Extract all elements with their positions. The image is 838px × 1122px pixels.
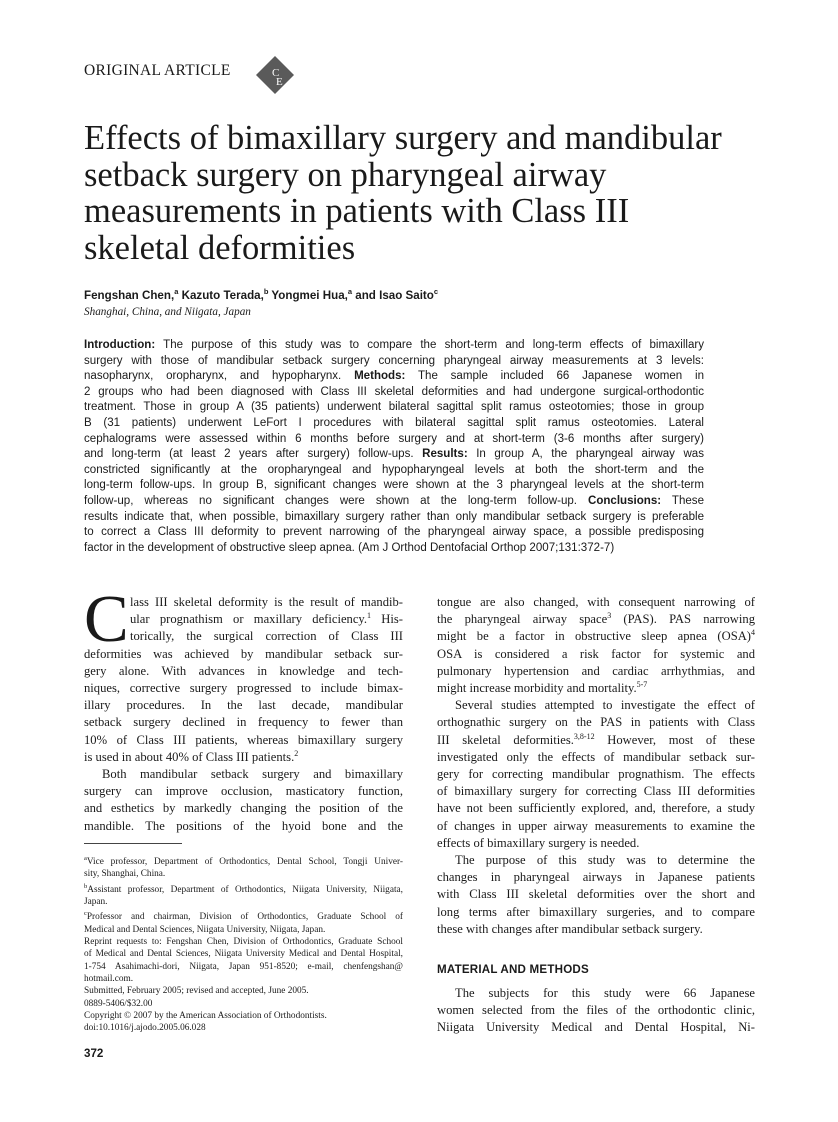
abstract-line: [84, 400, 704, 416]
body-text-line: [437, 714, 755, 731]
text-run: women selected from the files of the orthodontic clinic,: [437, 1003, 755, 1018]
title-line: setback surgery on pharyngeal airway: [84, 155, 607, 194]
text-run: of bimaxillary surgery for correcting Class III deformities: [437, 784, 755, 799]
text-run: treatment. Those in group A (35 patients) underwent bilateral sagittal split ramus osteotomies; those in group: [84, 401, 704, 414]
text-run: orthognathic surgery on the PAS in patients with Class: [437, 715, 755, 730]
text-run: B (31 patients) underwent LeFort I procedures with bilateral sagittal split ramus osteotomies. Lateral: [84, 416, 704, 429]
text-run: Assistant professor, Department of Orthodontics, Niigata University, Niigata,: [87, 884, 403, 895]
body-text-line: [84, 680, 403, 697]
text-run: have not been sufficiently explored, and, therefore, a study: [437, 801, 755, 816]
abstract-subheading: Introduction:: [84, 339, 156, 351]
text-run: sity, Shanghai, China.: [84, 869, 166, 880]
abstract-line: [84, 385, 704, 401]
citation-superscript: b: [84, 882, 88, 890]
text-run: constricted significantly at the oropharyngeal and hypopharyngeal levels at both the short-term and the: [84, 463, 704, 476]
text-run: Niigata University Medical and Dental Hospital, Ni-: [437, 1020, 755, 1035]
body-text-line: [84, 646, 403, 663]
abstract-subheading: Conclusions:: [587, 494, 662, 507]
text-run: gery for correcting mandibular prognathism. The effects: [437, 767, 755, 782]
text-run: effects of bimaxillary surgery is needed.: [437, 835, 640, 850]
footnote-line: [84, 853, 403, 868]
citation-superscript: 3: [607, 611, 612, 621]
abstract-subheading: Methods:: [354, 370, 406, 383]
text-run: torically, the surgical correction of Class III: [130, 629, 403, 644]
text-run: Submitted, February 2005; revised and accepted, June 2005.: [84, 986, 309, 997]
body-text-line: [84, 594, 403, 611]
text-run: These: [661, 494, 704, 507]
author-name: Yongmei Hua,: [268, 288, 348, 302]
body-text-line: [84, 697, 403, 714]
footnote-line: [84, 985, 403, 997]
abstract-line: [84, 369, 704, 385]
page-number: 372: [84, 1047, 104, 1060]
text-run: However, most of these: [594, 732, 755, 747]
footnote-line: [84, 1010, 403, 1022]
text-run: 1-754 Asahimachi-dori, Niigata, Japan 951-8520; e-mail, chenfengshan@: [84, 961, 403, 972]
text-run: Japan.: [84, 897, 108, 908]
text-run: Reprint requests to: Fengshan Chen, Division of Orthodontics, Graduate School: [84, 937, 403, 948]
text-run: In group A, the pharyngeal airway was: [467, 448, 705, 461]
text-run: deformities was achieved by mandibular setback sur-: [84, 646, 403, 661]
text-run: results indicate that, when possible, bimaxillary surgery rather than only mandibular setback surgery is preferable: [84, 510, 704, 523]
body-text-line: [84, 766, 403, 783]
body-text-line: [437, 835, 755, 852]
citation-superscript: a: [84, 855, 87, 862]
citation-superscript: 2: [294, 748, 299, 758]
text-run: pulmonary hypertension and cardiac arrhythmias, and: [437, 663, 755, 678]
body-text-line: [437, 766, 755, 783]
body-text-line: [437, 1002, 755, 1019]
body-text-line: [437, 611, 755, 628]
title-line: measurements in patients with Class III: [84, 192, 630, 230]
citation-superscript: 3,8-12: [573, 731, 595, 741]
abstract-line: [84, 416, 704, 432]
body-text-line: [437, 852, 755, 869]
text-run: Vice professor, Department of Orthodontics, Dental School, Tongji Univer-: [86, 857, 403, 868]
text-run: Copyright © 2007 by the American Association of Orthodontists.: [84, 1010, 327, 1021]
abstract-line: [84, 478, 704, 494]
abstract-line: [84, 338, 704, 354]
text-run: changes in pharyngeal airways in Japanese patients: [437, 870, 755, 885]
abstract-line: [84, 432, 704, 448]
body-text-line: [437, 680, 755, 697]
text-run: surgery can improve occlusion, masticatory function,: [84, 784, 403, 799]
text-run: OSA is considered a risk factor for systemic and: [437, 646, 755, 661]
text-run: The purpose of this study was to determine the: [455, 853, 755, 868]
abstract: [84, 338, 704, 556]
footnote-line: [84, 868, 403, 880]
text-run: Several studies attempted to investigate the effect of: [455, 698, 755, 713]
body-text-line: [437, 904, 755, 921]
text-run: Medical and Dental Sciences, Niigata University, Niigata, Japan.: [84, 924, 326, 935]
drop-cap: C: [84, 582, 129, 656]
author-affiliation-mark: a: [174, 287, 179, 296]
badge-letter-c: C: [272, 67, 280, 79]
methods-paragraph: [437, 985, 755, 1037]
footnote-line: [84, 1022, 403, 1034]
section-heading-methods: MATERIAL AND METHODS: [437, 963, 589, 976]
text-run: to correct a Class III deformity to prevent narrowing of the pharyngeal airway space, a possible predisposing: [84, 526, 704, 539]
body-text-line: [84, 611, 403, 628]
footnote-line: [84, 998, 403, 1010]
text-run: The purpose of this study was to compare the short-term and long-term effects of bimaxillary: [155, 339, 704, 351]
abstract-line: [84, 510, 704, 526]
body-text-line: [84, 628, 403, 645]
author-name: Fengshan Chen,: [84, 288, 175, 302]
text-run: III skeletal deformities.: [437, 732, 574, 747]
footnote-line: [84, 924, 403, 936]
text-run: His-: [371, 612, 403, 627]
abstract-line: [84, 354, 704, 370]
body-text-line: [437, 697, 755, 714]
text-run: gery alone. With advances in knowledge and tech-: [84, 663, 403, 678]
body-text-line: [437, 921, 755, 938]
text-run: and long-term (at least 2 years after surgery) follow-ups.: [84, 448, 423, 461]
abstract-line: [84, 463, 704, 479]
footnote-line: [84, 973, 403, 985]
citation-superscript: 5-7: [636, 679, 648, 689]
body-text-line: [84, 714, 403, 731]
text-run: mandible. The positions of the hyoid bone and the: [84, 818, 403, 833]
body-text-line: [437, 818, 755, 835]
footnote-line: [84, 961, 403, 973]
abstract-line: [84, 447, 704, 463]
author-affiliation-mark: a: [347, 287, 353, 296]
text-run: factor in the development of obstructive sleep apnea. (Am J Orthod Dentofacial Orthop 2007;131:372-7): [84, 541, 615, 554]
text-run: cephalograms were assessed within 6 months before surgery and at short-term (3-6 months after surgery): [84, 432, 704, 445]
text-run: ular prognathism or maxillary deficiency.: [130, 612, 368, 627]
text-run: niques, corrective surgery progressed to include bimax-: [84, 681, 403, 696]
footnote-line: [84, 936, 403, 948]
abstract-line: [84, 494, 704, 510]
badge-letter-e: E: [276, 76, 283, 88]
text-run: (PAS). PAS narrowing: [611, 612, 755, 627]
text-run: 10% of Class III patients, whereas bimaxillary surgery: [84, 732, 403, 747]
body-text-line: [437, 869, 755, 886]
text-run: illary procedures. In the last decade, mandibular: [84, 698, 403, 713]
text-run: of changes in upper airway measurements to examine the: [437, 818, 755, 833]
body-text-line: [437, 646, 755, 663]
title-line: Effects of bimaxillary surgery and mandibular: [84, 119, 722, 157]
text-run: The subjects for this study were 66 Japanese: [455, 986, 755, 1000]
ce-badge-icon: [255, 55, 295, 95]
abstract-subheading: Results:: [422, 448, 468, 461]
author-affiliation-mark: b: [263, 287, 269, 296]
body-text-line: [437, 985, 755, 1002]
author-affiliation-mark: c: [433, 287, 439, 296]
body-text-line: [84, 749, 403, 766]
body-text-line: [437, 800, 755, 817]
footnote-line: [84, 881, 403, 896]
text-run: Professor and chairman, Division of Orthodontics, Graduate School of: [86, 912, 403, 923]
footnote-line: [84, 948, 403, 960]
text-run: surgery with those of mandibular setback surgery concerning pharyngeal airway measurements at 3 levels:: [84, 354, 704, 367]
text-run: long terms after bimaxillary surgeries, and to compare: [437, 904, 755, 919]
footnote-divider: [84, 843, 182, 844]
text-run: tongue are also changed, with consequent narrowing of: [437, 595, 755, 609]
body-text-line: [437, 594, 755, 611]
text-run: is used in about 40% of Class III patients.: [84, 749, 295, 764]
text-run: investigated only the effects of mandibular setback sur-: [437, 749, 755, 764]
footnote-line: [84, 896, 403, 908]
body-text-line: [84, 732, 403, 749]
text-run: lass III skeletal deformity is the result of mandib-: [130, 595, 403, 609]
text-run: the pharyngeal airway space: [437, 612, 608, 627]
text-run: setback surgery declined in frequency to fewer than: [84, 715, 403, 730]
body-text-line: [84, 663, 403, 680]
body-text-line: [437, 732, 755, 749]
text-run: The sample included 66 Japanese women in: [405, 370, 704, 383]
body-column-left: [84, 594, 403, 835]
text-run: 0889-5406/$32.00: [84, 998, 153, 1009]
footnote-line: [84, 908, 403, 923]
citation-superscript: c: [84, 910, 87, 918]
body-text-line: [437, 628, 755, 645]
abstract-line: [84, 541, 704, 557]
text-run: long-term follow-ups. In group B, significant changes were shown at the 3 pharyngeal levels at the short-term: [84, 479, 704, 492]
text-run: might increase morbidity and mortality.: [437, 681, 637, 696]
author-locations: Shanghai, China, and Niigata, Japan: [84, 306, 251, 318]
citation-superscript: 1: [367, 611, 372, 621]
text-run: and esthetics by markedly changing the position of the: [84, 801, 403, 816]
text-run: doi:10.1016/j.ajodo.2005.06.028: [84, 1023, 206, 1034]
body-text-line: [437, 886, 755, 903]
abstract-line: [84, 525, 704, 541]
body-text-line: [84, 783, 403, 800]
section-label: ORIGINAL ARTICLE: [84, 62, 231, 79]
text-run: 2 groups who had been diagnosed with Class III skeletal deformities and had undergone surgical-orthodontic: [84, 385, 704, 398]
body-text-line: [437, 663, 755, 680]
text-run: hotmail.com.: [84, 973, 134, 984]
body-text-line: [84, 818, 403, 835]
body-text-line: [437, 749, 755, 766]
author-name: and Isao Saito: [352, 288, 434, 302]
author-list: [84, 287, 438, 302]
text-run: of Medical and Dental Sciences, Niigata University Medical and Dental Hospital,: [84, 949, 403, 960]
text-run: nasopharynx, oropharynx, and hypopharynx.: [84, 370, 355, 383]
text-run: these with changes after mandibular setback surgery.: [437, 921, 703, 936]
text-run: with Class III skeletal deformities over the short and: [437, 887, 755, 902]
body-text-line: [437, 783, 755, 800]
title-line: skeletal deformities: [84, 228, 356, 267]
citation-superscript: 4: [751, 628, 755, 638]
body-column-right: [437, 594, 755, 938]
footnotes: [84, 853, 403, 1034]
text-run: Both mandibular setback surgery and bimaxillary: [102, 767, 403, 782]
text-run: might be a factor in obstructive sleep apnea (OSA): [437, 629, 751, 644]
author-name: Kazuto Terada,: [178, 288, 264, 302]
body-text-line: [437, 1019, 755, 1036]
article-title: [84, 120, 764, 266]
body-text-line: [84, 800, 403, 817]
text-run: follow-up, whereas no significant changes were shown at the long-term follow-up.: [84, 494, 588, 507]
